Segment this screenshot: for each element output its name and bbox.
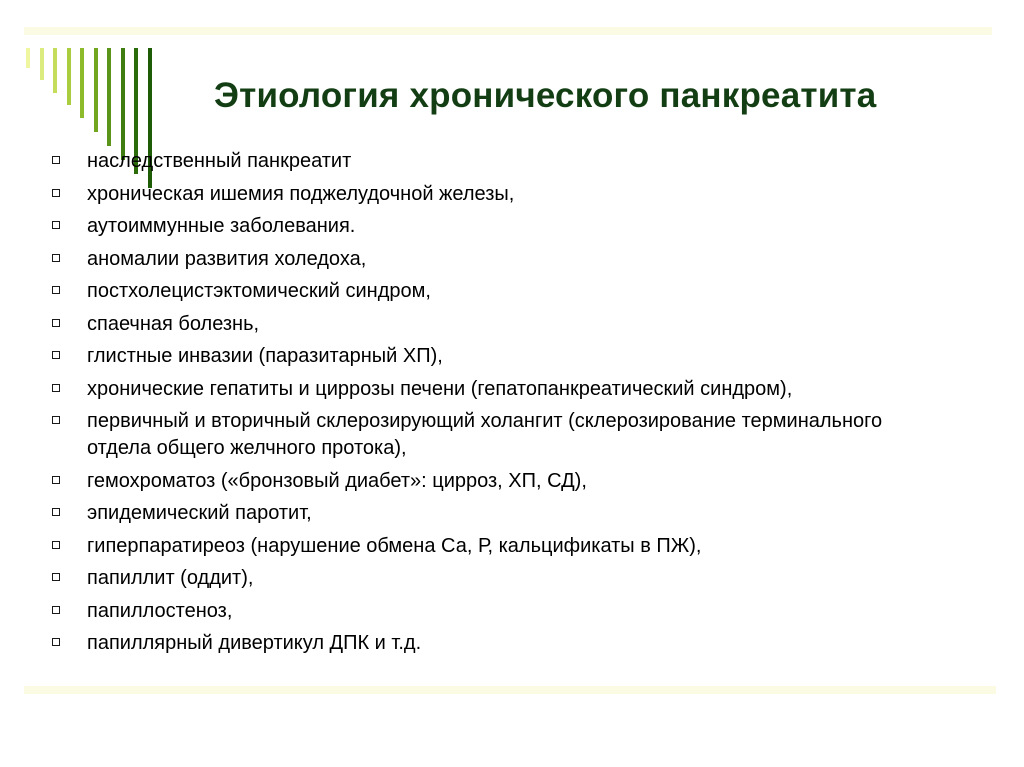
list-item-text: папиллостеноз, <box>87 599 233 622</box>
decorative-bar <box>26 48 30 68</box>
square-bullet-icon <box>52 351 60 359</box>
list-item <box>50 278 950 305</box>
square-bullet-icon <box>52 189 60 197</box>
list-item <box>50 468 950 495</box>
list-item-text: хронические гепатиты и циррозы печени (гепатопанкреатический синдром), <box>87 377 793 400</box>
list-item-text: постхолецистэктомический синдром, <box>87 280 431 302</box>
list-item <box>50 376 950 403</box>
square-bullet-icon <box>52 541 60 549</box>
list-item <box>50 408 950 462</box>
list-item-text: гемохроматоз («бронзовый диабет»: цирроз, ХП, СД), <box>87 469 587 492</box>
square-bullet-icon <box>52 638 60 646</box>
list-item <box>50 343 950 370</box>
slide-title: Этиология хронического панкреатита <box>214 76 877 115</box>
list-item-text: наследственный панкреатит <box>87 150 352 172</box>
list-item-text: аномалии развития холедоха, <box>87 247 367 270</box>
list-item <box>50 311 950 338</box>
list-item-text: первичный и вторичный склерозирующий холангит (склерозирование терминального отдела общего желчного протока), <box>87 410 883 459</box>
square-bullet-icon <box>52 384 60 392</box>
list-item-text: хроническая ишемия поджелудочной железы, <box>87 182 515 205</box>
square-bullet-icon <box>52 416 60 424</box>
bottom-decor-band <box>24 686 996 694</box>
square-bullet-icon <box>52 508 60 516</box>
list-item <box>50 148 950 175</box>
list-item-text: спаечная болезнь, <box>87 312 260 335</box>
list-item <box>50 500 950 527</box>
square-bullet-icon <box>52 221 60 229</box>
decorative-bar <box>94 48 98 132</box>
decorative-bar <box>121 48 125 160</box>
decorative-bar <box>40 48 44 80</box>
list-item <box>50 246 950 273</box>
list-item-text: гиперпаратиреоз (нарушение обмена Са, Р, кальцификаты в ПЖ), <box>87 534 702 557</box>
list-item-text: эпидемический паротит, <box>87 502 312 524</box>
list-item <box>50 565 950 592</box>
square-bullet-icon <box>52 573 60 581</box>
square-bullet-icon <box>52 606 60 614</box>
list-item <box>50 630 950 657</box>
square-bullet-icon <box>52 319 60 327</box>
square-bullet-icon <box>52 286 60 294</box>
decorative-bar <box>53 48 57 93</box>
list-item <box>50 598 950 625</box>
decorative-bar <box>107 48 111 146</box>
square-bullet-icon <box>52 476 60 484</box>
decorative-bar <box>80 48 84 118</box>
list-item-text: папиллярный дивертикул ДПК и т.д. <box>87 632 422 654</box>
decorative-bar <box>67 48 71 105</box>
list-item <box>50 181 950 208</box>
square-bullet-icon <box>52 254 60 262</box>
list-item-text: глистные инвазии (паразитарный ХП), <box>87 345 443 367</box>
square-bullet-icon <box>52 156 60 164</box>
list-item-text: аутоиммунные заболевания. <box>87 215 356 237</box>
list-item <box>50 533 950 560</box>
list-item <box>50 213 950 240</box>
list-item-text: папиллит (оддит), <box>87 567 254 589</box>
etiology-list <box>50 148 950 663</box>
